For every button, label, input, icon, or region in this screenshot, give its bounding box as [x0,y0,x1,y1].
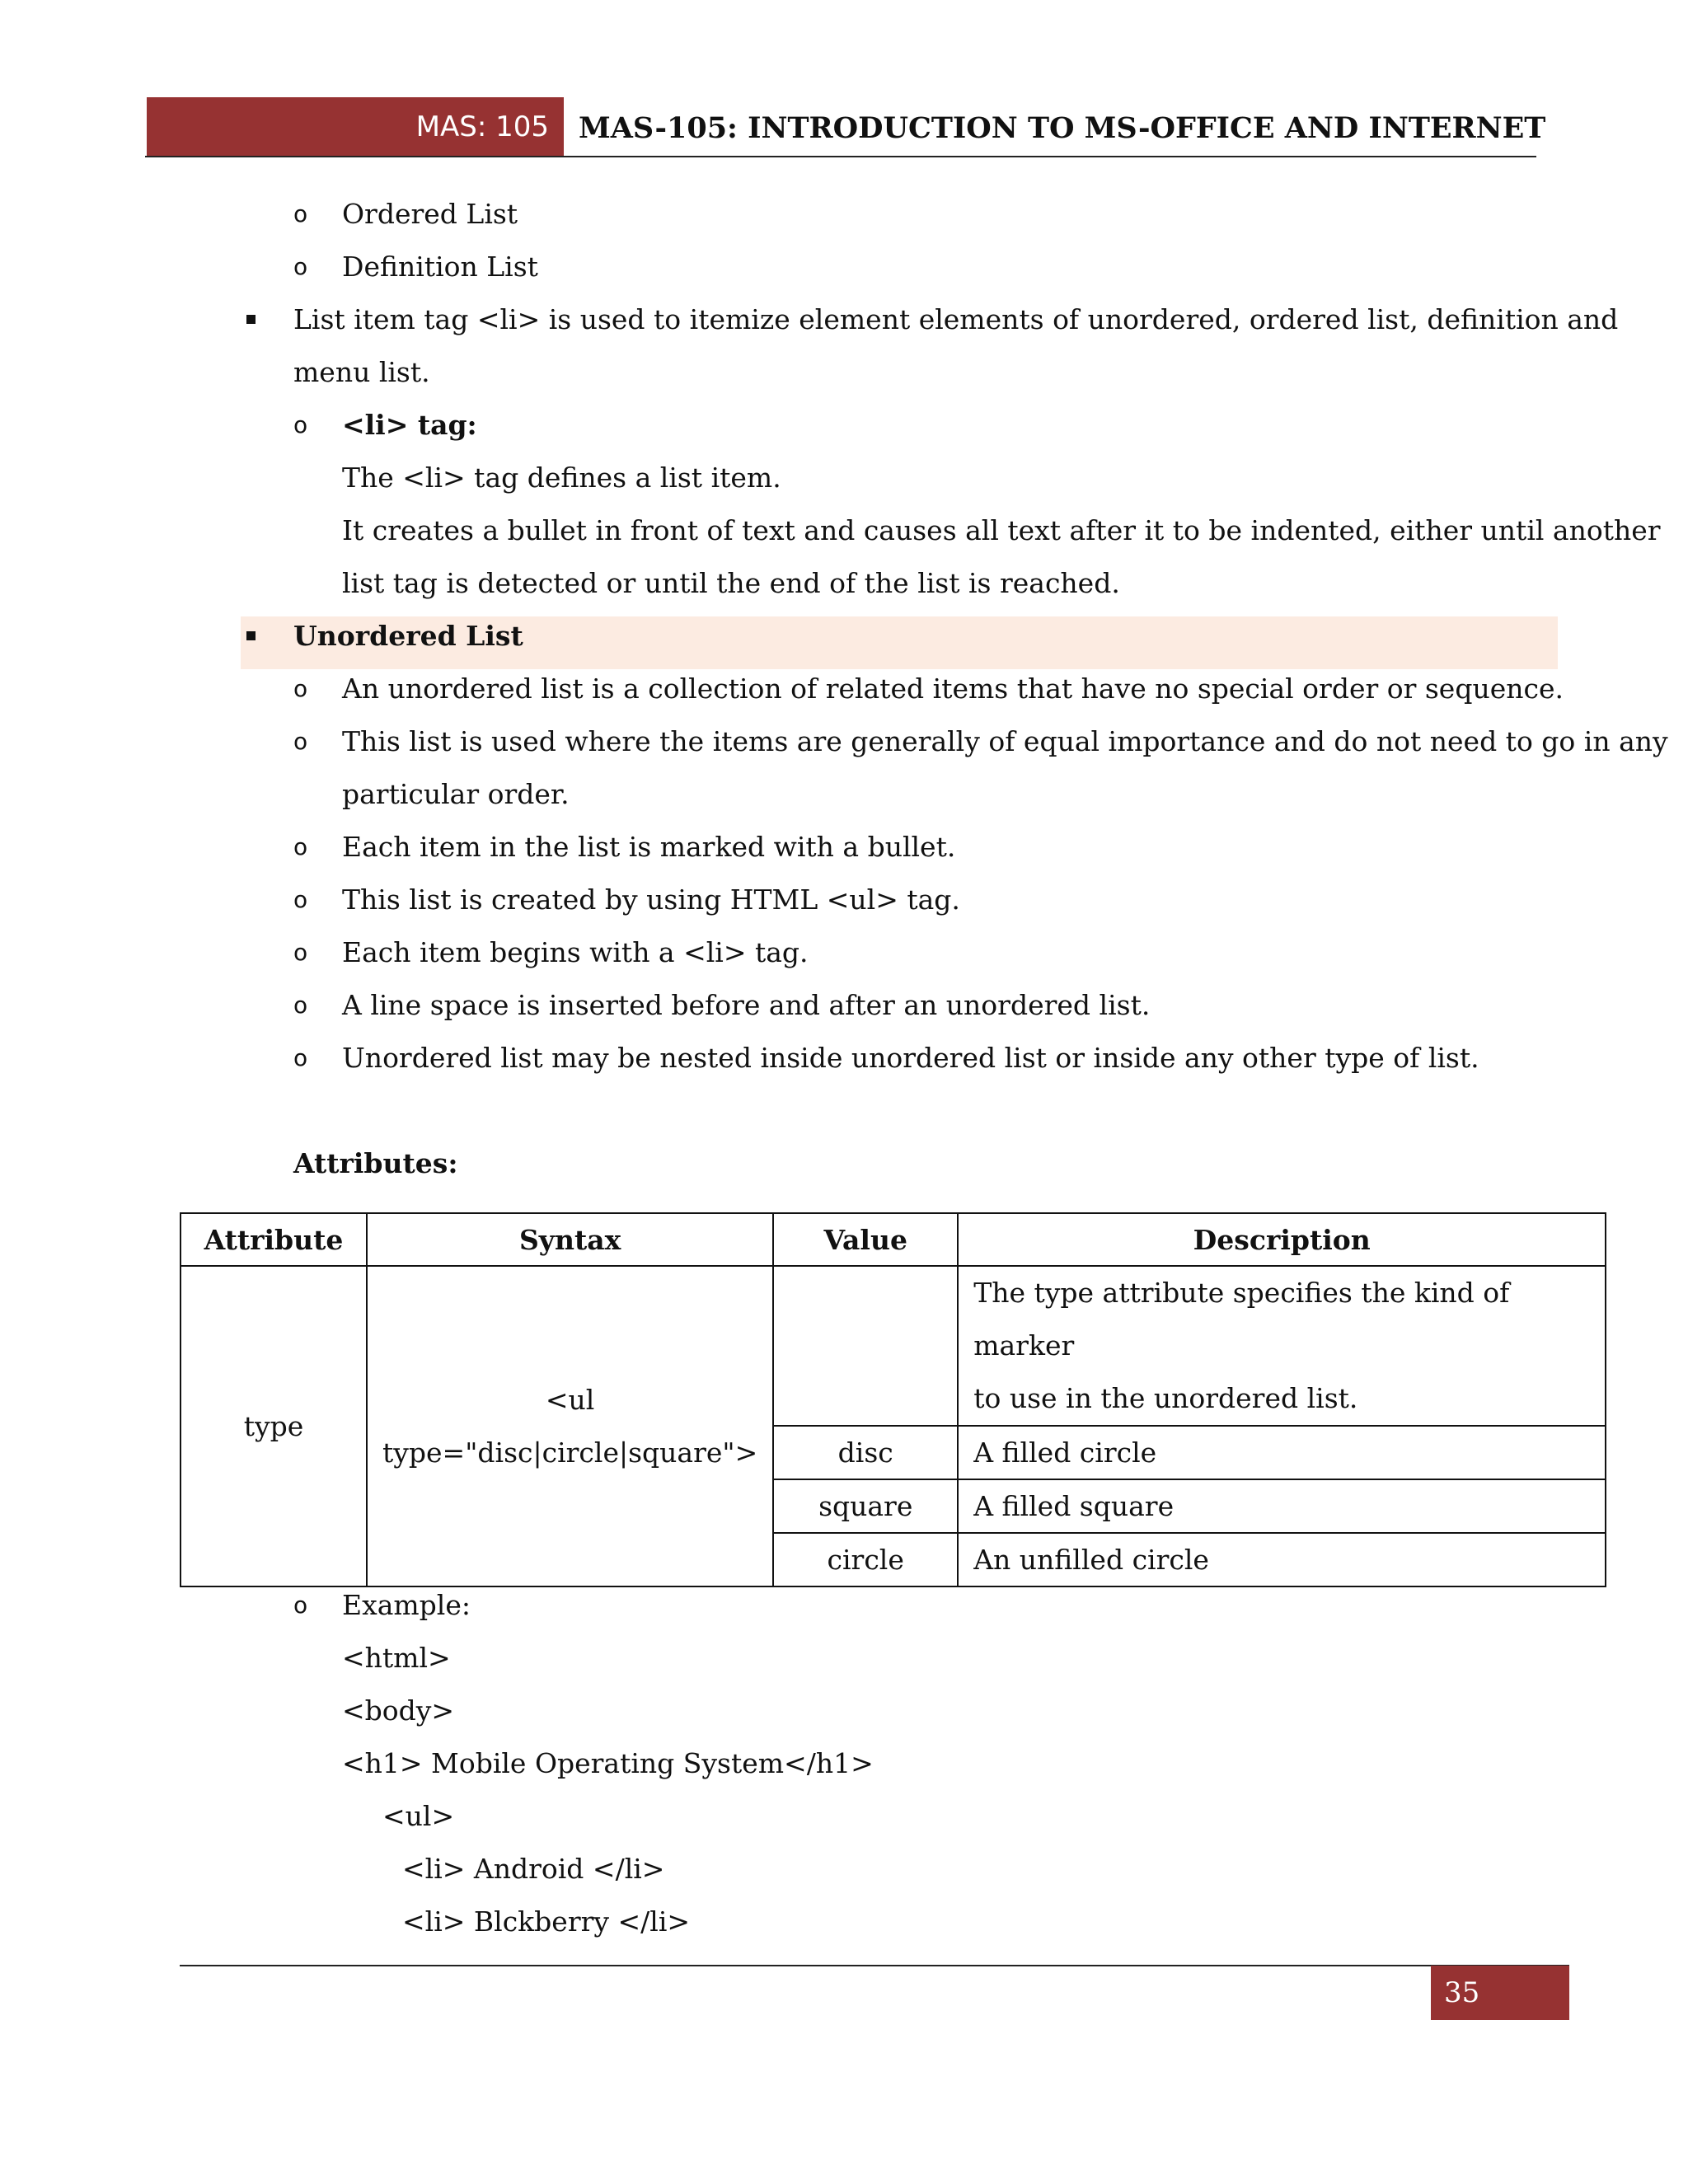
table-row [181,1266,1606,1426]
hollow-bullet-icon: o [293,991,308,1019]
hollow-bullet-icon: o [293,833,308,860]
list-item: Unordered list may be nested inside unordered list or inside any other type of list. [342,1042,1479,1074]
list-item: Each item begins with a <li> tag. [342,936,809,968]
list-item-cont: particular order. [342,778,570,810]
list-item: A line space is inserted before and after an unordered list. [342,989,1151,1021]
page-number: 35 [1444,1976,1480,2009]
syntax-line: <ul [545,1383,595,1416]
hollow-bullet-icon: o [293,1044,308,1071]
li-tag-desc: It creates a bullet in front of text and causes all text after it to be indented, either until another [342,514,1661,546]
description-line: to use in the unordered list. [973,1382,1358,1414]
table-header-row [181,1213,1606,1266]
header-value: Value [773,1213,958,1266]
list-item: Ordered List [342,198,518,230]
attribute-cell: type [181,1266,367,1586]
code-line: <li> Blckberry </li> [402,1905,691,1938]
hollow-bullet-icon: o [293,728,308,755]
list-item: This list is created by using HTML <ul> tag. [342,883,960,916]
list-item: This list is used where the items are generally of equal importance and do not need to go in any [342,725,1668,757]
header-rule [145,156,1536,157]
li-tag-desc: The <li> tag defines a list item. [342,462,781,494]
description-cell [958,1266,1606,1426]
description-line: The type attribute specifies the kind of marker [973,1277,1510,1361]
header-syntax: Syntax [367,1213,773,1266]
header-attribute: Attribute [181,1213,367,1266]
section-heading: Unordered List [293,620,523,652]
footer-rule [180,1965,1569,1966]
code-line: <html> [342,1642,451,1674]
li-tag-desc: list tag is detected or until the end of the list is reached. [342,567,1120,599]
hollow-bullet-icon: o [293,200,308,227]
page-header-title: MAS-105: INTRODUCTION TO MS-OFFICE AND INTERNET [579,111,1546,145]
hollow-bullet-icon: o [293,886,308,913]
list-item: An unordered list is a collection of related items that have no special order or sequence. [342,673,1564,705]
list-item: Each item in the list is marked with a bullet. [342,831,956,863]
code-line: <h1> Mobile Operating System</h1> [342,1747,874,1779]
description-cell: An unfilled circle [958,1533,1606,1586]
hollow-bullet-icon: o [293,1591,308,1619]
square-bullet-icon [246,315,256,324]
example-label: Example: [342,1589,471,1621]
li-tag-heading: <li> tag: [342,409,477,441]
value-cell [773,1266,958,1426]
header-description: Description [958,1213,1606,1266]
li-intro-text-cont: menu list. [293,356,430,388]
syntax-line: type="disc|circle|square"> [382,1436,758,1469]
code-line: <body> [342,1694,455,1727]
list-item: Definition List [342,251,538,283]
description-cell: A filled circle [958,1426,1606,1479]
value-cell: square [773,1479,958,1533]
hollow-bullet-icon: o [293,411,308,438]
value-cell: disc [773,1426,958,1479]
hollow-bullet-icon: o [293,675,308,702]
square-bullet-icon [246,631,256,640]
value-cell: circle [773,1533,958,1586]
attributes-table [180,1212,1606,1587]
li-intro-text: List item tag <li> is used to itemize element elements of unordered, ordered list, definition and [293,303,1619,335]
attributes-heading: Attributes: [293,1147,458,1179]
hollow-bullet-icon: o [293,253,308,280]
syntax-cell [367,1266,773,1586]
code-line: <ul> [382,1800,455,1832]
code-line: <li> Android </li> [402,1853,665,1885]
course-code: MAS: 105 [415,110,549,143]
hollow-bullet-icon: o [293,939,308,966]
description-cell: A filled square [958,1479,1606,1533]
